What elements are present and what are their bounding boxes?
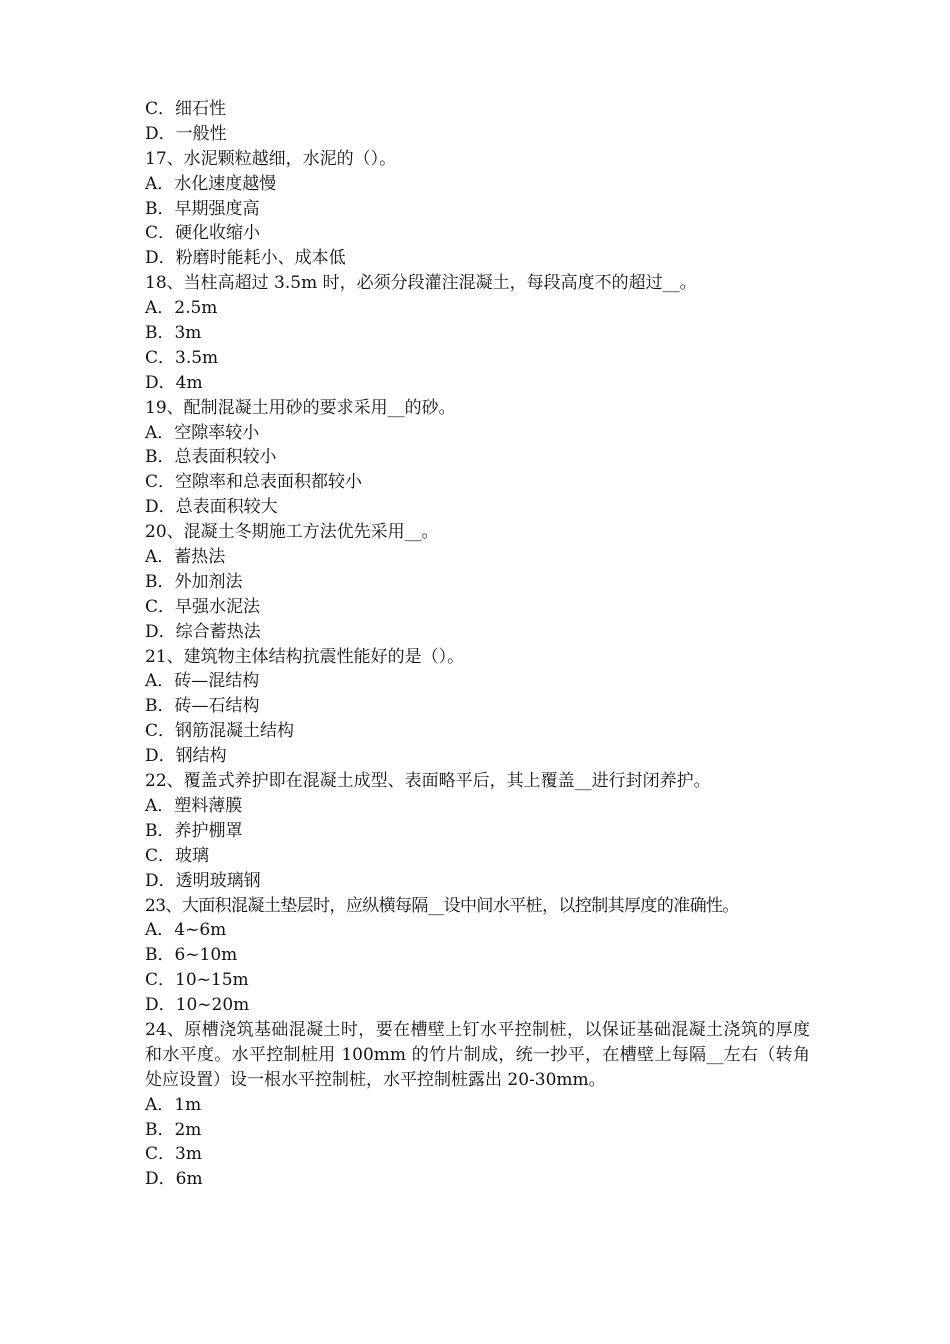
- option-b-q22: B．养护棚罩: [145, 820, 243, 841]
- option-a-q19: A．空隙率较小: [145, 422, 260, 443]
- option-c-q20: C．早强水泥法: [145, 596, 261, 617]
- option-b-q17: B．早期强度高: [145, 198, 260, 219]
- option-a-q22: A．塑料薄膜: [145, 795, 243, 816]
- option-b-q18: B．3m: [145, 323, 202, 344]
- option-d-q17: D．粉磨时能耗小、成本低: [145, 248, 346, 269]
- option-d-q21: D．钢结构: [145, 746, 227, 767]
- option-a-q20: A．蓄热法: [145, 547, 226, 568]
- option-b-q23: B．6~10m: [145, 945, 238, 966]
- option-a-q21: A．砖—混结构: [145, 671, 260, 692]
- option-a-q18: A．2.5m: [145, 298, 218, 319]
- option-c-q16: C．细石性: [145, 99, 227, 119]
- question-21: 21、建筑物主体结构抗震性能好的是（）。: [145, 646, 465, 667]
- option-b-q21: B．砖—石结构: [145, 696, 260, 717]
- option-c-q19: C．空隙率和总表面积都较小: [145, 472, 363, 493]
- question-22: 22、覆盖式养护即在混凝土成型、表面略平后，其上覆盖__进行封闭养护。: [145, 771, 711, 792]
- option-c-q17: C．硬化收缩小: [145, 223, 261, 244]
- option-c-q18: C．3.5m: [145, 347, 219, 368]
- question-17: 17、水泥颗粒越细，水泥的（）。: [145, 148, 397, 169]
- option-a-q17: A．水化速度越慢: [145, 173, 277, 194]
- question-20: 20、混凝土冬期施工方法优先采用__。: [145, 522, 439, 543]
- option-d-q20: D．综合蓄热法: [145, 621, 261, 642]
- option-c-q23: C．10~15m: [145, 970, 249, 991]
- option-d-q16: D．一般性: [145, 123, 227, 144]
- option-b-q19: B．总表面积较小: [145, 447, 277, 468]
- option-c-q24: C．3m: [145, 1144, 202, 1165]
- option-d-q18: D．4m: [145, 372, 203, 393]
- question-24: 24、原槽浇筑基础混凝土时，要在槽壁上钉水平控制桩，以保证基础混凝土浇筑的厚度和水平度。水平控制桩用 100mm 的竹片制成，统一抄平，在槽壁上每隔__左右（转角处应设置）设一根水平控制桩，水平控制桩露出 20-30mm。: [145, 1019, 810, 1090]
- question-23: 23、大面积混凝土垫层时，应纵横每隔__设中间水平桩，以控制其厚度的准确性。: [145, 895, 739, 916]
- option-b-q20: B．外加剂法: [145, 571, 243, 592]
- option-c-q21: C．钢筋混凝土结构: [145, 721, 295, 742]
- question-18: 18、当柱高超过 3.5m 时，必须分段灌注混凝土，每段高度不的超过__。: [145, 273, 697, 294]
- document-page: [145, 97, 810, 1192]
- question-19: 19、配制混凝土用砂的要求采用__的砂。: [145, 397, 456, 418]
- option-a-q24: A．1m: [145, 1094, 202, 1115]
- option-c-q22: C．玻璃: [145, 845, 210, 866]
- option-d-q19: D．总表面积较大: [145, 497, 278, 518]
- option-d-q23: D．10~20m: [145, 995, 250, 1016]
- option-d-q24: D．6m: [145, 1169, 203, 1190]
- option-d-q22: D．透明玻璃钢: [145, 870, 261, 891]
- option-a-q23: A．4~6m: [145, 920, 227, 941]
- option-b-q24: B．2m: [145, 1119, 202, 1140]
